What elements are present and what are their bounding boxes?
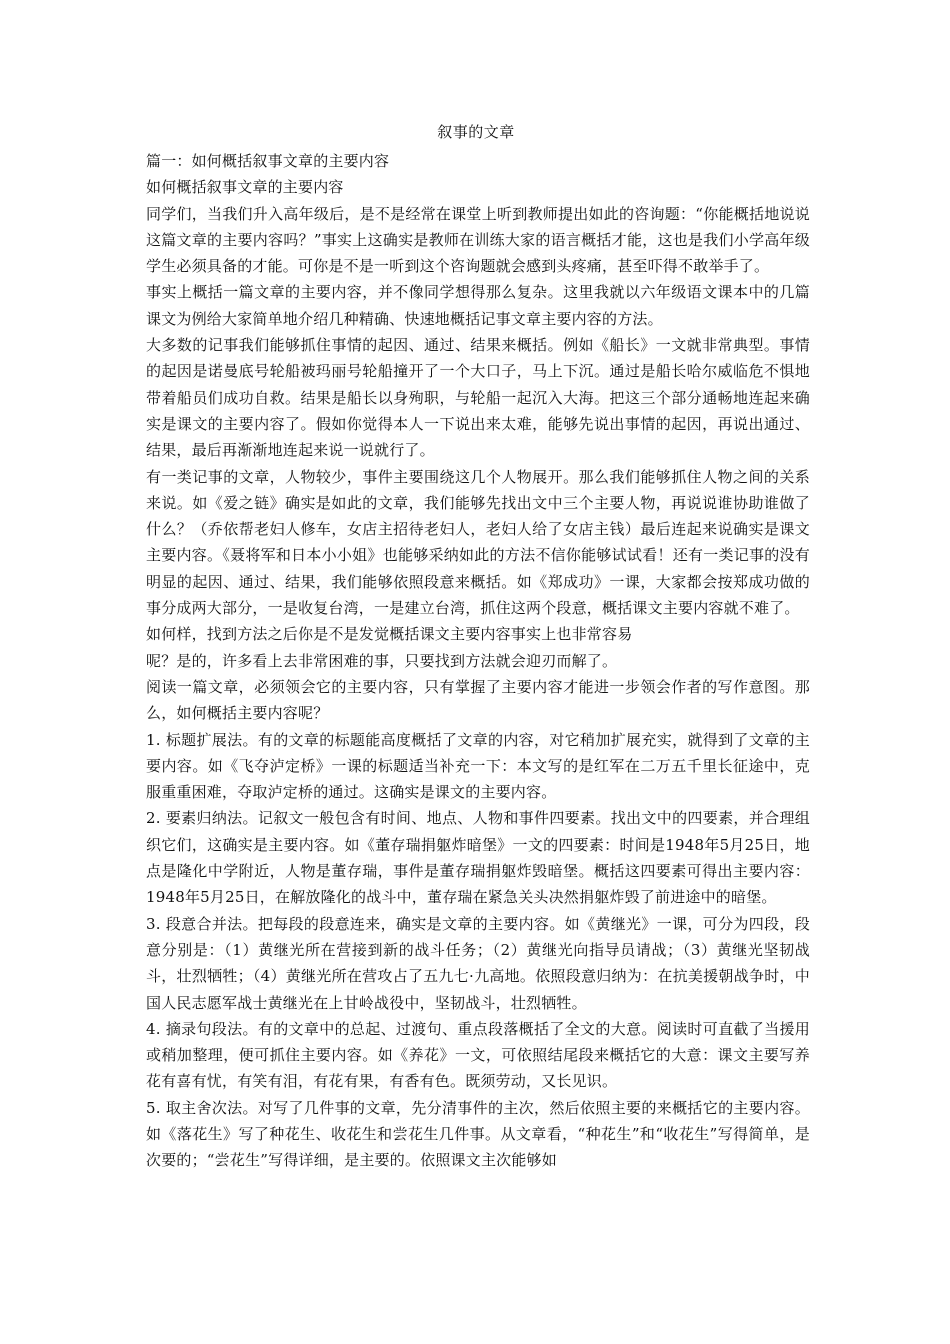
body-paragraph: 阅读一篇文章，必须领会它的主要内容，只有掌握了主要内容才能进一步领会作者的写作意图。那么，如何概括主要内容呢？ <box>146 677 810 723</box>
method-paragraph: 5. 取主舍次法。对写了几件事的文章，先分清事件的主次，然后依照主要的来概括它的主要内容。如《落花生》写了种花生、收花生和尝花生几件事。从文章看，“种花生”和“收花生”写得简单，是次要的；“尝花生”写得详细，是主要的。依照课文主次能够如 <box>146 1098 810 1170</box>
article-heading: 篇一：如何概括叙事文章的主要内容 <box>146 152 390 170</box>
body-paragraph: 如何样，找到方法之后你是不是发觉概括课文主要内容事实上也非常容易 <box>146 625 633 644</box>
method-paragraph: 2. 要素归纳法。记叙文一般包含有时间、地点、人物和事件四要素。找出文中的四要素，并合理组织它们，这确实是主要内容。如《董存瑞捐躯炸暗堡》一文的四要素：时间是1948年5月25日，地点是隆化中学附近，人物是董存瑞，事件是董存瑞捐躯炸毁暗堡。概括这四要素可得出主要内容：1948年5月25日，在解放隆化的战斗中，董存瑞在紧急关头决然捐躯炸毁了前进途中的暗堡。 <box>146 809 810 907</box>
article-subheading: 如何概括叙事文章的主要内容 <box>146 178 344 197</box>
method-paragraph: 1. 标题扩展法。有的文章的标题能高度概括了文章的内容，对它稍加扩展充实，就得到了文章的主要内容。如《飞夺泸定桥》一课的标题适当补充一下：本文写的是红军在二万五千里长征途中，克服重重困难，夺取泸定桥的通过。这确实是课文的主要内容。 <box>146 730 810 802</box>
body-paragraph: 有一类记事的文章，人物较少，事件主要围绕这几个人物展开。那么我们能够抓住人物之间的关系来说。如《爱之链》确实是如此的文章，我们能够先找出文中三个主要人物，再说说谁协助谁做了什么？（乔依帮老妇人修车，女店主招待老妇人，老妇人给了女店主钱）最后连起来说确实是课文主要内容。《聂将军和日本小小姐》也能够采纳如此的方法不信你能够试试看！还有一类记事的没有明显的起因、通过、结果，我们能够依照段意来概括。如《郑成功》一课，大家都会按郑成功做的事分成两大部分，一是收复台湾，一是建立台湾，抓住这两个段意，概括课文主要内容就不难了。 <box>146 467 810 618</box>
body-paragraph: 大多数的记事我们能够抓住事情的起因、通过、结果来概括。例如《船长》一文就非常典型。事情的起因是诺曼底号轮船被玛丽号轮船撞开了一个大口子，马上下沉。通过是船长哈尔威临危不惧地带着船员们成功自救。结果是船长以身殉职，与轮船一起沉入大海。把这三个部分通畅地连起来确实是课文的主要内容了。假如你觉得本人一下说出来太难，能够先说出事情的起因，再说出通过、结果，最后再渐渐地连起来说一说就行了。 <box>146 336 810 460</box>
method-paragraph: 3. 段意合并法。把每段的段意连来，确实是文章的主要内容。如《黄继光》一课，可分为四段，段意分别是：（1）黄继光所在营接到新的战斗任务；（2）黄继光向指导员请战；（3）黄继光坚韧战斗，壮烈牺牲；（4）黄继光所在营攻占了五九七·九高地。依照段意归纳为：在抗美援朝战争时，中国人民志愿军战士黄继光在上甘岭战役中，坚韧战斗，壮烈牺牲。 <box>146 914 810 1012</box>
body-paragraph: 呢？是的，许多看上去非常困难的事，只要找到方法就会迎刃而解了。 <box>146 651 618 670</box>
document-page <box>142 120 810 1174</box>
body-paragraph: 同学们，当我们升入高年级后，是不是经常在课堂上听到教师提出如此的咨询题：“你能概括地说说这篇文章的主要内容吗？”事实上这确实是教师在训练大家的语言概括才能，这也是我们小学高年级学生必须具备的才能。可你是不是一听到这个咨询题就会感到头疼痛，甚至吓得不敢举手了。 <box>146 204 810 276</box>
body-paragraph: 事实上概括一篇文章的主要内容，并不像同学想得那么复杂。这里我就以六年级语文课本中的几篇课文为例给大家简单地介绍几种精确、快速地概括记事文章主要内容的方法。 <box>146 283 810 328</box>
document-title: 叙事的文章 <box>437 123 515 141</box>
method-paragraph: 4. 摘录句段法。有的文章中的总起、过渡句、重点段落概括了全文的大意。阅读时可直截了当援用或稍加整理，便可抓住主要内容。如《养花》一文，可依照结尾段来概括它的大意：课文主要写养花有喜有忧，有笑有泪，有花有果，有香有色。既须劳动，又长见识。 <box>146 1019 810 1091</box>
